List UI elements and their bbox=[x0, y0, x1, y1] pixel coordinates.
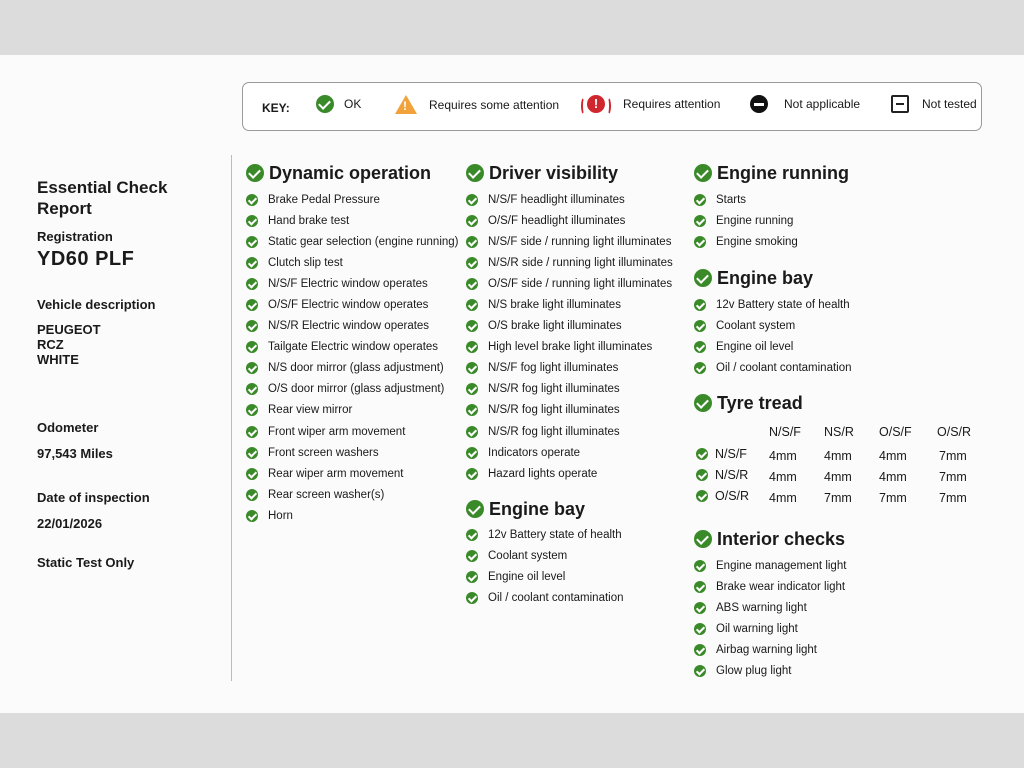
key-label: KEY: bbox=[262, 101, 290, 115]
inspection-date-value: 22/01/2026 bbox=[37, 516, 103, 531]
check-item bbox=[246, 379, 459, 400]
check-item-label: Coolant system bbox=[716, 319, 796, 332]
check-list bbox=[246, 189, 459, 527]
check-item-label: Engine management light bbox=[716, 559, 847, 572]
check-item-label: Tailgate Electric window operates bbox=[268, 341, 439, 354]
check-list bbox=[694, 555, 846, 682]
section-title-text: Engine bay bbox=[489, 498, 586, 519]
ok-check-icon bbox=[246, 510, 258, 522]
tyre-column-header: N/S/F bbox=[769, 425, 801, 439]
tyre-cell: 4mm bbox=[824, 449, 852, 463]
check-item-label: Oil / coolant contamination bbox=[716, 361, 852, 374]
ok-check-icon bbox=[466, 341, 478, 353]
odometer-label: Odometer bbox=[37, 420, 99, 435]
ok-check-icon bbox=[466, 278, 478, 290]
ok-check-icon bbox=[694, 560, 706, 572]
ok-check-icon bbox=[694, 194, 706, 206]
ok-check-icon bbox=[246, 341, 258, 353]
ok-check-icon bbox=[466, 194, 478, 206]
ok-check-icon bbox=[246, 257, 258, 269]
check-item bbox=[694, 597, 846, 618]
ok-check-icon bbox=[694, 530, 712, 548]
check-item-label: Engine smoking bbox=[716, 235, 798, 248]
check-item-label: Static gear selection (engine running) bbox=[268, 235, 459, 248]
key-item-not-applicable bbox=[750, 95, 860, 113]
check-item bbox=[694, 357, 852, 378]
section-title-text: Tyre tread bbox=[717, 392, 803, 413]
check-item bbox=[466, 566, 624, 587]
inspection-date-label: Date of inspection bbox=[37, 490, 150, 505]
ok-check-icon bbox=[694, 581, 706, 593]
section-title-text: Engine bay bbox=[717, 267, 814, 288]
not-tested-icon bbox=[891, 95, 909, 113]
tyre-position: O/S/R bbox=[715, 489, 750, 503]
ok-check-icon bbox=[466, 299, 478, 311]
check-item-label: N/S/F side / running light illuminates bbox=[488, 235, 672, 248]
check-item bbox=[694, 336, 852, 357]
warning-triangle-icon bbox=[395, 95, 417, 114]
vehicle-description bbox=[37, 322, 101, 367]
ok-check-icon bbox=[466, 571, 478, 583]
check-list bbox=[694, 294, 852, 378]
tyre-row bbox=[696, 468, 986, 489]
key-item-not-tested bbox=[891, 95, 977, 113]
tyre-cell: 7mm bbox=[879, 491, 907, 505]
ok-check-icon bbox=[246, 278, 258, 290]
tyre-cell: 7mm bbox=[824, 491, 852, 505]
check-item bbox=[466, 442, 673, 463]
tyre-row bbox=[696, 447, 986, 468]
check-item-label: N/S/F Electric window operates bbox=[268, 277, 428, 290]
check-item bbox=[246, 337, 459, 358]
check-item-label: N/S door mirror (glass adjustment) bbox=[268, 362, 444, 375]
tyre-cell: 7mm bbox=[939, 470, 967, 484]
check-item bbox=[246, 484, 459, 505]
check-item-label: Rear wiper arm movement bbox=[268, 467, 404, 480]
key-item-ok bbox=[316, 95, 361, 113]
check-item bbox=[694, 660, 846, 681]
check-item bbox=[466, 294, 673, 315]
section-title-text: Dynamic operation bbox=[269, 162, 432, 183]
check-item bbox=[466, 524, 624, 545]
ok-check-icon bbox=[466, 592, 478, 604]
check-item-label: 12v Battery state of health bbox=[488, 528, 622, 541]
ok-check-icon bbox=[246, 320, 258, 332]
check-item-label: 12v Battery state of health bbox=[716, 298, 850, 311]
key-item-label: Requires attention bbox=[623, 97, 721, 111]
check-list bbox=[466, 189, 673, 484]
tyre-position: N/S/F bbox=[715, 447, 747, 461]
check-item bbox=[466, 379, 673, 400]
ok-check-icon bbox=[696, 448, 708, 460]
ok-check-icon bbox=[694, 269, 712, 287]
section-title bbox=[694, 391, 803, 415]
ok-check-icon bbox=[246, 164, 264, 182]
tyre-column-header: O/S/R bbox=[937, 425, 972, 439]
ok-check-icon bbox=[246, 489, 258, 501]
ok-check-icon bbox=[694, 362, 706, 374]
ok-check-icon bbox=[694, 299, 706, 311]
check-item-label: N/S/F headlight illuminates bbox=[488, 193, 625, 206]
ok-check-icon bbox=[246, 194, 258, 206]
ok-check-icon bbox=[694, 320, 706, 332]
check-list bbox=[694, 189, 849, 252]
section-title-text: Interior checks bbox=[717, 528, 846, 549]
check-item-label: Engine running bbox=[716, 214, 794, 227]
check-item-label: Oil / coolant contamination bbox=[488, 591, 624, 604]
check-item bbox=[694, 294, 852, 315]
check-item bbox=[466, 210, 673, 231]
ok-check-icon bbox=[246, 447, 258, 459]
test-note: Static Test Only bbox=[37, 555, 135, 570]
ok-check-icon bbox=[246, 383, 258, 395]
check-item bbox=[246, 210, 459, 231]
ok-check-icon bbox=[246, 215, 258, 227]
vehicle-colour: WHITE bbox=[37, 352, 79, 367]
registration-label: Registration bbox=[37, 229, 113, 244]
ok-check-icon bbox=[466, 529, 478, 541]
section-engine-bay-middle bbox=[466, 497, 624, 608]
check-item-label: O/S/F headlight illuminates bbox=[488, 214, 626, 227]
check-item bbox=[246, 400, 459, 421]
check-item bbox=[466, 358, 673, 379]
key-legend bbox=[242, 82, 982, 131]
ok-check-icon bbox=[466, 500, 484, 518]
check-item bbox=[694, 315, 852, 336]
check-item-label: Indicators operate bbox=[488, 446, 581, 459]
ok-check-icon bbox=[694, 341, 706, 353]
check-item bbox=[466, 400, 673, 421]
check-item-label: Clutch slip test bbox=[268, 256, 343, 269]
key-item-label: Not applicable bbox=[784, 97, 861, 111]
check-item-label: O/S/F Electric window operates bbox=[268, 299, 429, 312]
not-applicable-icon bbox=[750, 95, 768, 113]
check-item-label: N/S/F fog light illuminates bbox=[488, 362, 619, 375]
ok-check-icon bbox=[466, 404, 478, 416]
ok-check-icon bbox=[246, 468, 258, 480]
section-title bbox=[694, 266, 852, 290]
tyre-cell: 4mm bbox=[824, 470, 852, 484]
check-item-label: N/S/R side / running light illuminates bbox=[488, 256, 673, 269]
check-item bbox=[246, 294, 459, 315]
ok-check-icon bbox=[466, 426, 478, 438]
tyre-row-label bbox=[696, 447, 747, 461]
check-item bbox=[466, 421, 673, 442]
check-item-label: Hazard lights operate bbox=[488, 467, 598, 480]
ok-check-icon bbox=[694, 236, 706, 248]
check-item-label: Starts bbox=[716, 193, 747, 206]
critical-alert-icon: ! bbox=[583, 95, 609, 113]
section-tyre-tread bbox=[694, 391, 803, 415]
check-item-label: Front wiper arm movement bbox=[268, 425, 406, 438]
tyre-column-header: NS/R bbox=[824, 425, 854, 439]
ok-check-icon bbox=[466, 447, 478, 459]
check-item bbox=[694, 618, 846, 639]
vehicle-model: RCZ bbox=[37, 337, 64, 352]
ok-check-icon bbox=[466, 468, 478, 480]
tyre-cell: 4mm bbox=[769, 449, 797, 463]
check-item-label: N/S/R fog light illuminates bbox=[488, 425, 620, 438]
check-item bbox=[466, 231, 673, 252]
section-title bbox=[246, 161, 459, 185]
check-item bbox=[466, 337, 673, 358]
ok-check-icon bbox=[466, 236, 478, 248]
ok-check-icon bbox=[694, 623, 706, 635]
section-driver-visibility bbox=[466, 161, 673, 484]
check-item bbox=[246, 273, 459, 294]
tyre-cell: 4mm bbox=[879, 470, 907, 484]
ok-check-icon bbox=[316, 95, 334, 113]
ok-check-icon bbox=[466, 362, 478, 374]
check-item bbox=[466, 545, 624, 566]
ok-check-icon bbox=[694, 644, 706, 656]
section-title bbox=[694, 527, 846, 551]
key-item-label: Requires some attention bbox=[429, 97, 560, 112]
check-list bbox=[466, 524, 624, 608]
section-title-text: Engine running bbox=[717, 162, 849, 183]
check-item-label: N/S/R Electric window operates bbox=[268, 320, 430, 333]
ok-check-icon bbox=[466, 550, 478, 562]
section-engine-running bbox=[694, 161, 849, 252]
check-item bbox=[246, 442, 459, 463]
check-item-label: N/S brake light illuminates bbox=[488, 299, 621, 312]
check-item bbox=[694, 210, 849, 231]
odometer-value: 97,543 Miles bbox=[37, 446, 113, 461]
ok-check-icon bbox=[246, 299, 258, 311]
check-item bbox=[246, 316, 459, 337]
tyre-cell: 4mm bbox=[879, 449, 907, 463]
check-item bbox=[694, 231, 849, 252]
check-item-label: Brake wear indicator light bbox=[716, 580, 846, 593]
ok-check-icon bbox=[694, 665, 706, 677]
tyre-position: N/S/R bbox=[715, 468, 749, 482]
ok-check-icon bbox=[696, 490, 708, 502]
ok-check-icon bbox=[694, 215, 706, 227]
check-item bbox=[694, 576, 846, 597]
ok-check-icon bbox=[246, 426, 258, 438]
check-item-label: N/S/R fog light illuminates bbox=[488, 404, 620, 417]
tyre-column-header: O/S/F bbox=[879, 425, 912, 439]
check-item-label: Horn bbox=[268, 509, 293, 522]
ok-check-icon bbox=[694, 164, 712, 182]
check-item bbox=[246, 463, 459, 484]
section-dynamic-operation bbox=[246, 161, 459, 527]
section-interior-checks bbox=[694, 527, 846, 682]
check-item bbox=[246, 231, 459, 252]
check-item bbox=[466, 252, 673, 273]
report-sheet bbox=[0, 55, 1024, 713]
ok-check-icon bbox=[694, 394, 712, 412]
section-title-text: Driver visibility bbox=[489, 162, 619, 183]
report-title: Essential Check Report bbox=[37, 178, 168, 218]
ok-check-icon bbox=[694, 602, 706, 614]
check-item-label: Coolant system bbox=[488, 549, 568, 562]
tyre-row bbox=[696, 489, 986, 510]
check-item-label: Hand brake test bbox=[268, 214, 350, 227]
check-item bbox=[246, 505, 459, 526]
check-item-label: High level brake light illuminates bbox=[488, 341, 653, 354]
check-item bbox=[466, 316, 673, 337]
check-item-label: Front screen washers bbox=[268, 446, 379, 459]
check-item bbox=[466, 189, 673, 210]
check-item-label: N/S/R fog light illuminates bbox=[488, 383, 620, 396]
tyre-cell: 4mm bbox=[769, 470, 797, 484]
ok-check-icon bbox=[466, 383, 478, 395]
check-item bbox=[466, 587, 624, 608]
vehicle-description-label: Vehicle description bbox=[37, 297, 156, 312]
section-title bbox=[694, 161, 849, 185]
key-item-label: OK bbox=[344, 97, 362, 111]
check-item bbox=[694, 555, 846, 576]
key-item-attention bbox=[583, 95, 720, 113]
section-title bbox=[466, 161, 673, 185]
check-item-label: Engine oil level bbox=[488, 570, 566, 583]
check-item-label: Brake Pedal Pressure bbox=[268, 193, 380, 206]
tyre-cell: 4mm bbox=[769, 491, 797, 505]
vehicle-make: PEUGEOT bbox=[37, 322, 101, 337]
check-item-label: Rear view mirror bbox=[268, 404, 353, 417]
check-item bbox=[466, 273, 673, 294]
check-item-label: O/S door mirror (glass adjustment) bbox=[268, 383, 445, 396]
check-item-label: Rear screen washer(s) bbox=[268, 488, 385, 501]
ok-check-icon bbox=[466, 215, 478, 227]
check-item bbox=[466, 463, 673, 484]
ok-check-icon bbox=[466, 320, 478, 332]
section-engine-bay-right bbox=[694, 266, 852, 378]
check-item-label: Oil warning light bbox=[716, 622, 798, 635]
ok-check-icon bbox=[466, 257, 478, 269]
tyre-cell: 7mm bbox=[939, 449, 967, 463]
section-title bbox=[466, 497, 624, 521]
check-item-label: Glow plug light bbox=[716, 665, 792, 678]
key-item-some-attention bbox=[395, 95, 559, 114]
ok-check-icon bbox=[246, 236, 258, 248]
check-item bbox=[246, 421, 459, 442]
tyre-row-label bbox=[696, 489, 749, 503]
check-item-label: Engine oil level bbox=[716, 340, 794, 353]
check-item bbox=[694, 189, 849, 210]
check-item bbox=[246, 189, 459, 210]
registration-value: YD60 PLF bbox=[37, 248, 135, 270]
ok-check-icon bbox=[466, 164, 484, 182]
check-item-label: Airbag warning light bbox=[716, 643, 818, 656]
divider bbox=[231, 155, 232, 681]
check-item bbox=[246, 252, 459, 273]
tyre-cell: 7mm bbox=[939, 491, 967, 505]
check-item-label: O/S brake light illuminates bbox=[488, 320, 622, 333]
ok-check-icon bbox=[246, 404, 258, 416]
check-item-label: ABS warning light bbox=[716, 601, 807, 614]
ok-check-icon bbox=[696, 469, 708, 481]
tyre-row-label bbox=[696, 468, 748, 482]
check-item-label: O/S/F side / running light illuminates bbox=[488, 277, 673, 290]
key-item-label: Not tested bbox=[922, 97, 977, 111]
check-item bbox=[246, 358, 459, 379]
check-item bbox=[694, 639, 846, 660]
ok-check-icon bbox=[246, 362, 258, 374]
